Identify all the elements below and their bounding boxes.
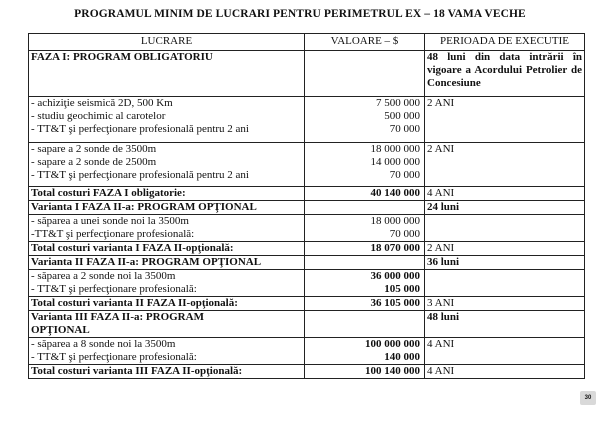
variant1-total-period: 2 ANI	[425, 242, 585, 256]
value-cell: 70 000	[389, 228, 420, 240]
phase1-groupB-period: 2 ANI	[425, 143, 585, 187]
variant3-label	[29, 311, 305, 338]
variant3-items	[29, 338, 305, 365]
phase1-total-label: Total costuri FAZA I obligatorie:	[29, 187, 305, 201]
variant3-total-label: Total costuri varianta III FAZA II-opţională:	[29, 365, 305, 379]
page-number-badge: 30	[580, 391, 596, 405]
phase1-total-period: 4 ANI	[425, 187, 585, 201]
list-item: - săparea a unei sonde noi la 3500m	[31, 215, 189, 227]
value-cell: 18 000 000	[370, 143, 420, 155]
variant3-total-value: 100 140 000	[305, 365, 425, 379]
variant2-period: 36 luni	[425, 256, 585, 270]
variant3-total-period: 4 ANI	[425, 365, 585, 379]
variant1-total-value: 18 070 000	[305, 242, 425, 256]
phase1-groupA-row	[29, 97, 585, 143]
header-lucrare: LUCRARE	[29, 34, 305, 51]
variant1-period: 24 luni	[425, 201, 585, 215]
variant2-value-empty	[305, 256, 425, 270]
phase1-groupA-items	[29, 97, 305, 143]
phase1-total-row	[29, 187, 585, 201]
list-item: - studiu geochimic al carotelor	[31, 110, 166, 122]
variant3-total-row	[29, 365, 585, 379]
list-item: - TT&T şi perfecţionare profesională:	[31, 351, 197, 363]
table-header-row	[29, 34, 585, 51]
phase1-label: FAZA I: PROGRAM OBLIGATORIU	[29, 51, 305, 97]
variant2-items	[29, 270, 305, 297]
variant2-values	[305, 270, 425, 297]
list-item: - achiziţie seismică 2D, 500 Km	[31, 97, 173, 109]
phase1-groupA-period: 2 ANI	[425, 97, 585, 143]
variant3-period: 48 luni	[425, 311, 585, 338]
list-item: -TT&T şi perfecţionare profesională:	[31, 228, 195, 240]
header-perioada: PERIOADA DE EXECUTIE	[425, 34, 585, 51]
variant1-row	[29, 201, 585, 215]
phase1-groupA-values	[305, 97, 425, 143]
variant2-total-value: 36 105 000	[305, 297, 425, 311]
variant3-value-empty	[305, 311, 425, 338]
variant1-value-empty	[305, 201, 425, 215]
variant1-label: Varianta I FAZA II-a: PROGRAM OPŢIONAL	[29, 201, 305, 215]
list-item: - TT&T şi perfecţionare profesională pentru 2 ani	[31, 169, 249, 181]
value-cell: 7 500 000	[376, 97, 420, 109]
phase1-groupB-values	[305, 143, 425, 187]
variant3-items-row	[29, 338, 585, 365]
value-cell: 70 000	[389, 169, 420, 181]
variant3-items-period: 4 ANI	[425, 338, 585, 365]
variant2-total-period: 3 ANI	[425, 297, 585, 311]
value-cell: 105 000	[384, 283, 420, 295]
phase1-groupB-row	[29, 143, 585, 187]
variant2-label: Varianta II FAZA II-a: PROGRAM OPŢIONAL	[29, 256, 305, 270]
variant3-label-line2: OPŢIONAL	[31, 324, 90, 336]
work-program-table	[28, 33, 585, 379]
variant1-total-label: Total costuri varianta I FAZA II-opţională:	[29, 242, 305, 256]
variant1-items-period-empty	[425, 215, 585, 242]
list-item: - sapare a 2 sonde de 2500m	[31, 156, 157, 168]
variant3-label-line1: Varianta III FAZA II-a: PROGRAM	[31, 311, 204, 323]
variant3-row	[29, 311, 585, 338]
variant1-total-row	[29, 242, 585, 256]
value-cell: 36 000 000	[370, 270, 420, 282]
list-item: - săparea a 8 sonde noi la 3500m	[31, 338, 176, 350]
variant2-row	[29, 256, 585, 270]
value-cell: 100 000 000	[365, 338, 420, 350]
value-cell: 500 000	[384, 110, 420, 122]
phase1-total-value: 40 140 000	[305, 187, 425, 201]
value-cell: 70 000	[389, 123, 420, 135]
list-item: - săparea a 2 sonde noi la 3500m	[31, 270, 176, 282]
value-cell: 14 000 000	[370, 156, 420, 168]
phase1-row	[29, 51, 585, 97]
phase1-period: 48 luni din data intrării în vigoare a Acordului Petrolier de Concesiune	[425, 51, 585, 97]
header-valoare: VALOARE – $	[305, 34, 425, 51]
variant2-items-period-empty	[425, 270, 585, 297]
list-item: - TT&T şi perfecţionare profesională:	[31, 283, 197, 295]
variant1-items	[29, 215, 305, 242]
value-cell: 140 000	[384, 351, 420, 363]
phase1-value-empty	[305, 51, 425, 97]
value-cell: 18 000 000	[370, 215, 420, 227]
page-title: PROGRAMUL MINIM DE LUCRARI PENTRU PERIMETRUL EX – 18 VAMA VECHE	[74, 8, 526, 20]
variant3-values	[305, 338, 425, 365]
variant2-total-label: Total costuri varianta II FAZA II-opţională:	[29, 297, 305, 311]
variant2-items-row	[29, 270, 585, 297]
phase1-groupB-items	[29, 143, 305, 187]
variant1-values	[305, 215, 425, 242]
variant1-items-row	[29, 215, 585, 242]
list-item: - sapare a 2 sonde de 3500m	[31, 143, 157, 155]
list-item: - TT&T şi perfecţionare profesională pentru 2 ani	[31, 123, 249, 135]
variant2-total-row	[29, 297, 585, 311]
